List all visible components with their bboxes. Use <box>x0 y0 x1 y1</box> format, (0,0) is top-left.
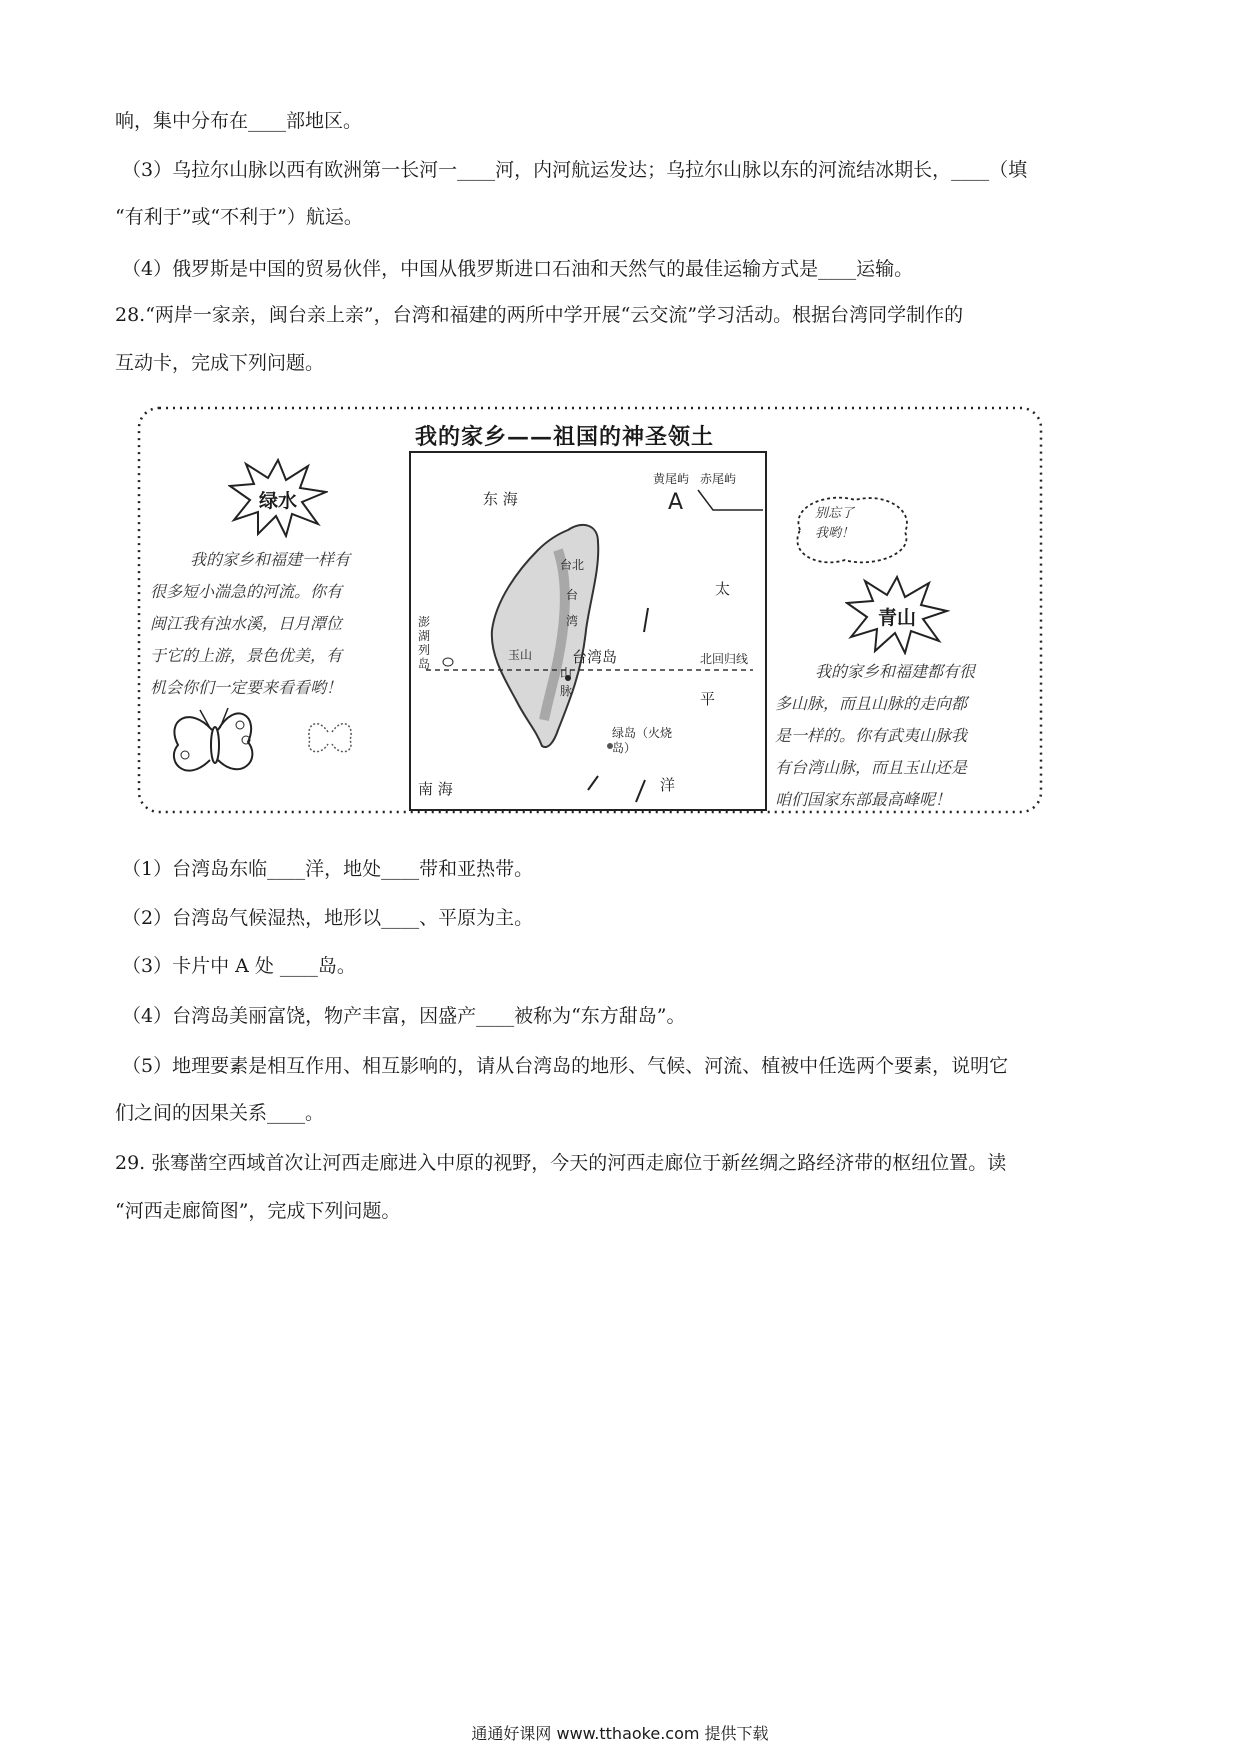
map-label-tropic: 北回归线 <box>700 652 749 666</box>
map-label-taibei: 台北 <box>560 558 585 572</box>
question-29-line-1: 29. 张骞凿空西域首次让河西走廊进入中原的视野，今天的河西走廊位于新丝绸之路经济带的枢纽位置。读 <box>115 1152 1007 1174</box>
map-label-south-sea: 南 海 <box>418 780 453 798</box>
map-label-huangwei: 黄尾屿 <box>653 472 690 486</box>
map-label-mountain-4: 脉 <box>560 684 573 698</box>
left-text-line: 很多短小湍急的河流。你有 <box>150 582 343 601</box>
map-label-point-a: A <box>668 490 684 515</box>
page-footer: 通通好课网 www.tthaoke.com 提供下载 <box>471 1724 769 1743</box>
text-line-3: “有利于”或“不利于”）航运。 <box>115 206 363 228</box>
text-line-2: （3）乌拉尔山脉以西有欧洲第一长河一____河，内河航运发达；乌拉尔山脉以东的河流结冰期长，____（填 <box>122 159 1028 181</box>
right-text-line: 我的家乡和福建都有很 <box>815 662 976 681</box>
small-butterfly-drawing <box>300 712 360 762</box>
map-label-penghu: 澎湖列岛 <box>418 615 431 671</box>
left-text-line: 我的家乡和福建一样有 <box>190 550 351 569</box>
sub-question-3: （3）卡片中 A 处 ____岛。 <box>122 955 356 977</box>
map-label-pacific-1: 太 <box>715 580 731 598</box>
sub-question-5-line-1: （5）地理要素是相互作用、相互影响的，请从台湾岛的地形、气候、河流、植被中任选两个要素，说明它 <box>122 1055 1009 1077</box>
taiwan-map <box>408 450 768 812</box>
map-label-east-sea: 东 海 <box>483 490 518 508</box>
bubble-text-line: 我哟！ <box>815 526 855 541</box>
sub-question-4: （4）台湾岛美丽富饶，物产丰富，因盛产____被称为“东方甜岛”。 <box>122 1005 686 1027</box>
question-28-line-1: 28.“两岸一家亲，闽台亲上亲”，台湾和福建的两所中学开展“云交流”学习活动。根据台湾同学制作的 <box>115 304 964 326</box>
right-text-line: 咱们国家东部最高峰呢！ <box>775 790 952 809</box>
left-text-line: 机会你们一定要来看看哟！ <box>150 678 343 697</box>
left-text-line: 于它的上游，景色优美，有 <box>150 646 343 665</box>
left-text-line: 闽江我有浊水溪，日月潭位 <box>150 614 343 633</box>
question-29-line-2: “河西走廊简图”，完成下列问题。 <box>115 1200 401 1222</box>
map-label-pacific-2: 平 <box>700 690 716 708</box>
bubble-text <box>815 504 854 544</box>
right-text-line: 是一样的。你有武夷山脉我 <box>775 726 968 745</box>
card-title: 我的家乡——祖国的神圣领土 <box>415 424 715 450</box>
right-badge-label: 青山 <box>878 607 917 629</box>
map-label-mountain-3: 山 <box>560 666 573 680</box>
map-label-pacific-3: 洋 <box>660 776 676 794</box>
right-handwritten-text <box>775 656 1035 816</box>
right-text-line: 多山脉，而且山脉的走向都 <box>775 694 968 713</box>
butterfly-drawing <box>160 700 270 790</box>
text-line-4: （4）俄罗斯是中国的贸易伙伴，中国从俄罗斯进口石油和天然气的最佳运输方式是____运输。 <box>122 258 914 280</box>
left-handwritten-text <box>150 544 420 704</box>
map-label-lvdao: 绿岛（火烧岛） <box>612 726 673 755</box>
bubble-text-line: 别忘了 <box>815 506 855 521</box>
sub-question-1: （1）台湾岛东临____洋，地处____带和亚热带。 <box>122 858 534 880</box>
question-28-line-2: 互动卡，完成下列问题。 <box>115 352 325 374</box>
map-label-mountain-1: 台 <box>566 588 579 602</box>
sub-question-2: （2）台湾岛气候湿热，地形以____、平原为主。 <box>122 907 534 929</box>
text-line-1: 响，集中分布在____部地区。 <box>115 110 363 132</box>
map-label-taiwan-island: 台湾岛 <box>572 648 618 666</box>
left-badge-label: 绿水 <box>259 490 298 512</box>
map-label-mountain-2: 湾 <box>566 614 579 628</box>
map-label-yushan: 玉山 <box>508 648 533 662</box>
sub-question-5-line-2: 们之间的因果关系____。 <box>115 1102 325 1124</box>
right-text-line: 有台湾山脉，而且玉山还是 <box>775 758 968 777</box>
map-label-chiwei: 赤尾屿 <box>700 472 737 486</box>
